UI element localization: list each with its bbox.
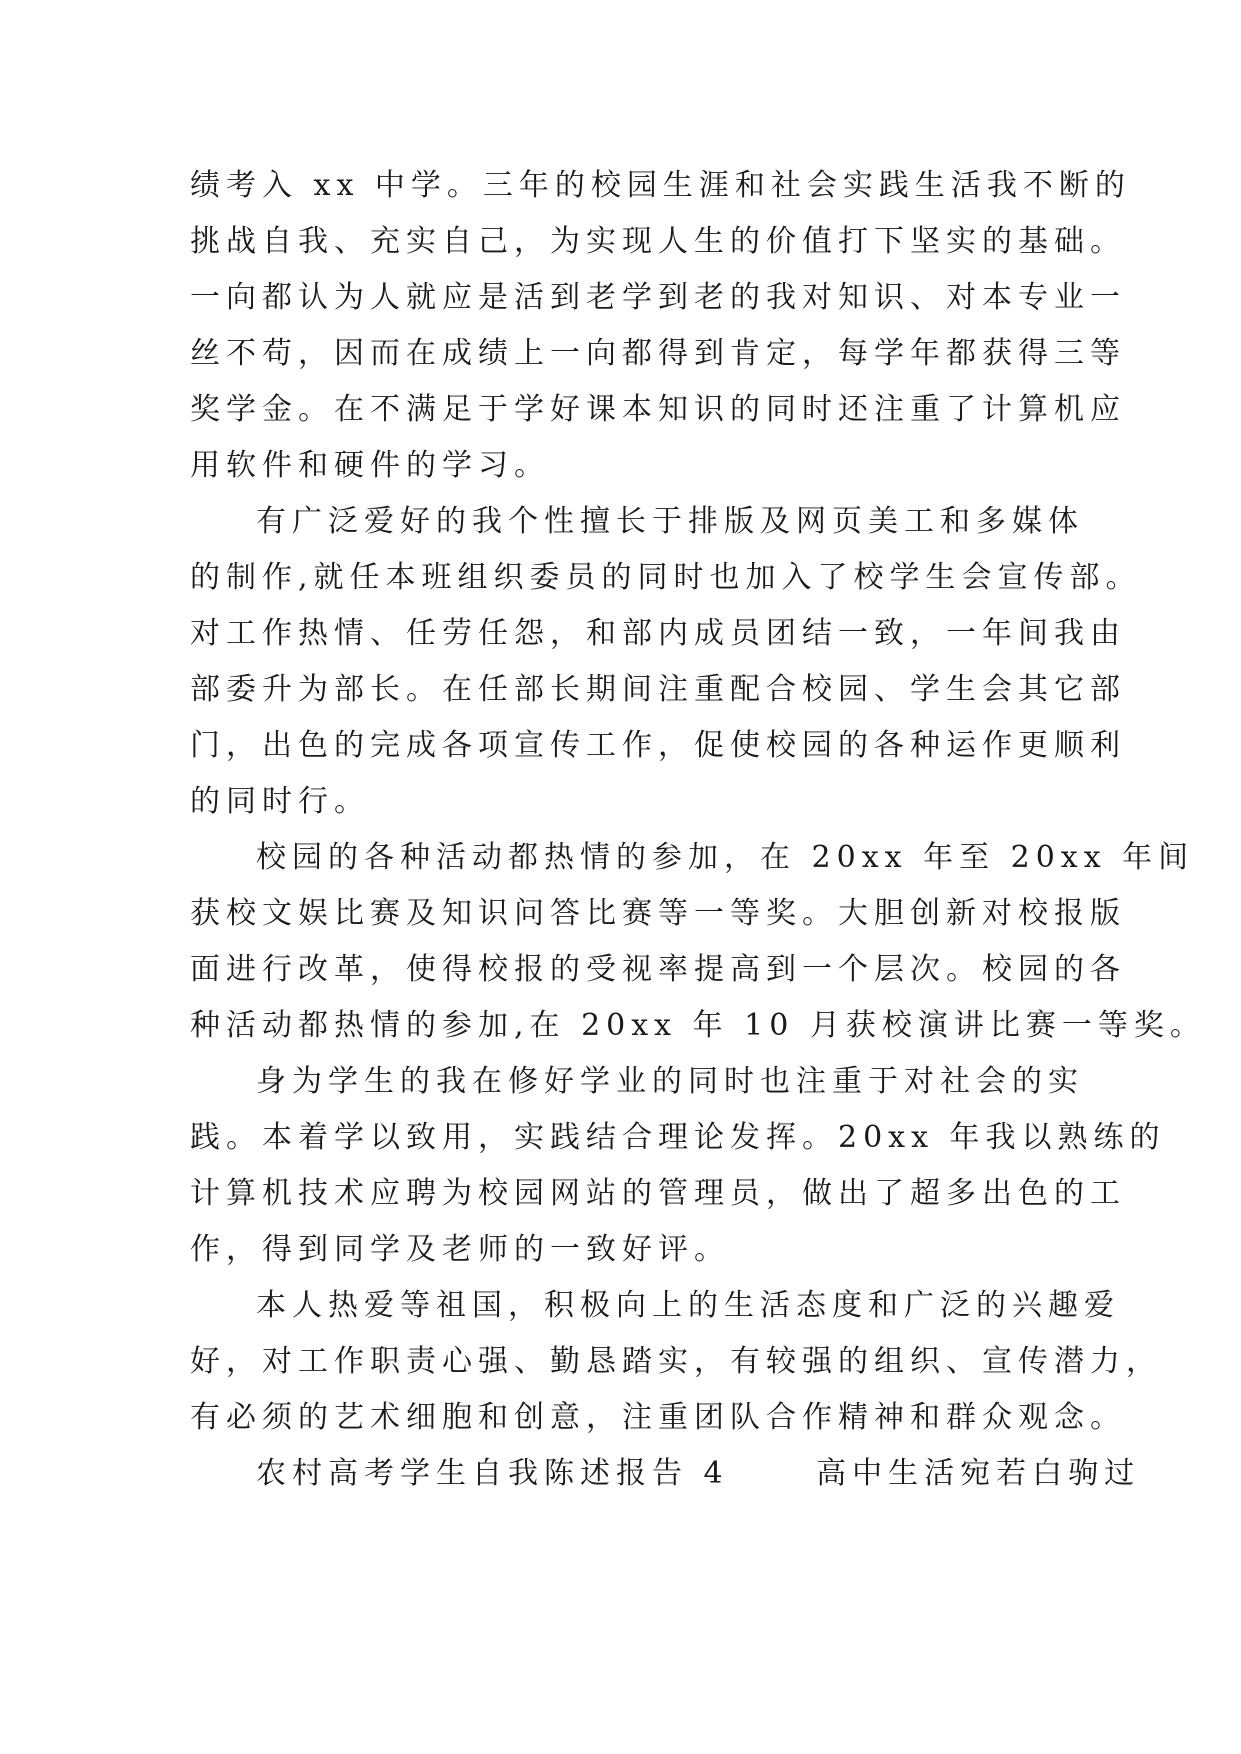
paragraph-first-line: 身为学生的我在修好学业的同时也注重于对社会的实: [256, 1064, 1084, 1099]
text-line: 丝不苟，因而在成绩上一向都得到肯定，每学年都获得三等: [190, 336, 1126, 371]
text-line: 对工作热情、任劳任怨，和部内成员团结一致，一年间我由: [190, 616, 1126, 651]
text-line: 的同时行。: [190, 784, 370, 819]
text-line: 用软件和硬件的学习。: [190, 448, 550, 483]
text-line: 好，对工作职责心强、勤恳踏实，有较强的组织、宣传潜力，: [190, 1344, 1162, 1379]
text-line: 挑战自我、充实自己，为实现人生的价值打下坚实的基础。: [190, 224, 1126, 259]
text-line: 一向都认为人就应是活到老学到老的我对知识、对本专业一: [190, 280, 1126, 315]
text-line: 获校文娱比赛及知识问答比赛等一等奖。大胆创新对校报版: [190, 896, 1126, 931]
paragraph-first-line: 本人热爱等祖国，积极向上的生活态度和广泛的兴趣爱: [256, 1288, 1120, 1323]
paragraph-first-line: 校园的各种活动都热情的参加，在 20xx 年至 20xx 年间: [256, 840, 1195, 875]
text-line: 部委升为部长。在任部长期间注重配合校园、学生会其它部: [190, 672, 1126, 707]
text-line: 践。本着学以致用，实践结合理论发挥。20xx 年我以熟练的: [190, 1120, 1166, 1155]
text-line: 计算机技术应聘为校园网站的管理员，做出了超多出色的工: [190, 1176, 1126, 1211]
paragraph-first-line: 农村高考学生自我陈述报告 4 高中生活宛若白驹过: [256, 1456, 1141, 1491]
text-line: 门，出色的完成各项宣传工作，促使校园的各种运作更顺利: [190, 728, 1126, 763]
text-line: 种活动都热情的参加,在 20xx 年 10 月获校演讲比赛一等奖。: [190, 1008, 1206, 1043]
paragraph-first-line: 有广泛爱好的我个性擅长于排版及网页美工和多媒体: [256, 504, 1084, 539]
text-line: 的制作,就任本班组织委员的同时也加入了校学生会宣传部。: [190, 560, 1142, 595]
text-line: 作，得到同学及老师的一致好评。: [190, 1232, 730, 1267]
body-text: [190, 158, 1206, 1502]
text-line: 面进行改革，使得校报的受视率提高到一个层次。校园的各: [190, 952, 1126, 987]
text-line: 有必须的艺术细胞和创意，注重团队合作精神和群众观念。: [190, 1400, 1126, 1435]
text-line: 绩考入 xx 中学。三年的校园生涯和社会实践生活我不断的: [190, 168, 1131, 203]
text-line: 奖学金。在不满足于学好课本知识的同时还注重了计算机应: [190, 392, 1126, 427]
